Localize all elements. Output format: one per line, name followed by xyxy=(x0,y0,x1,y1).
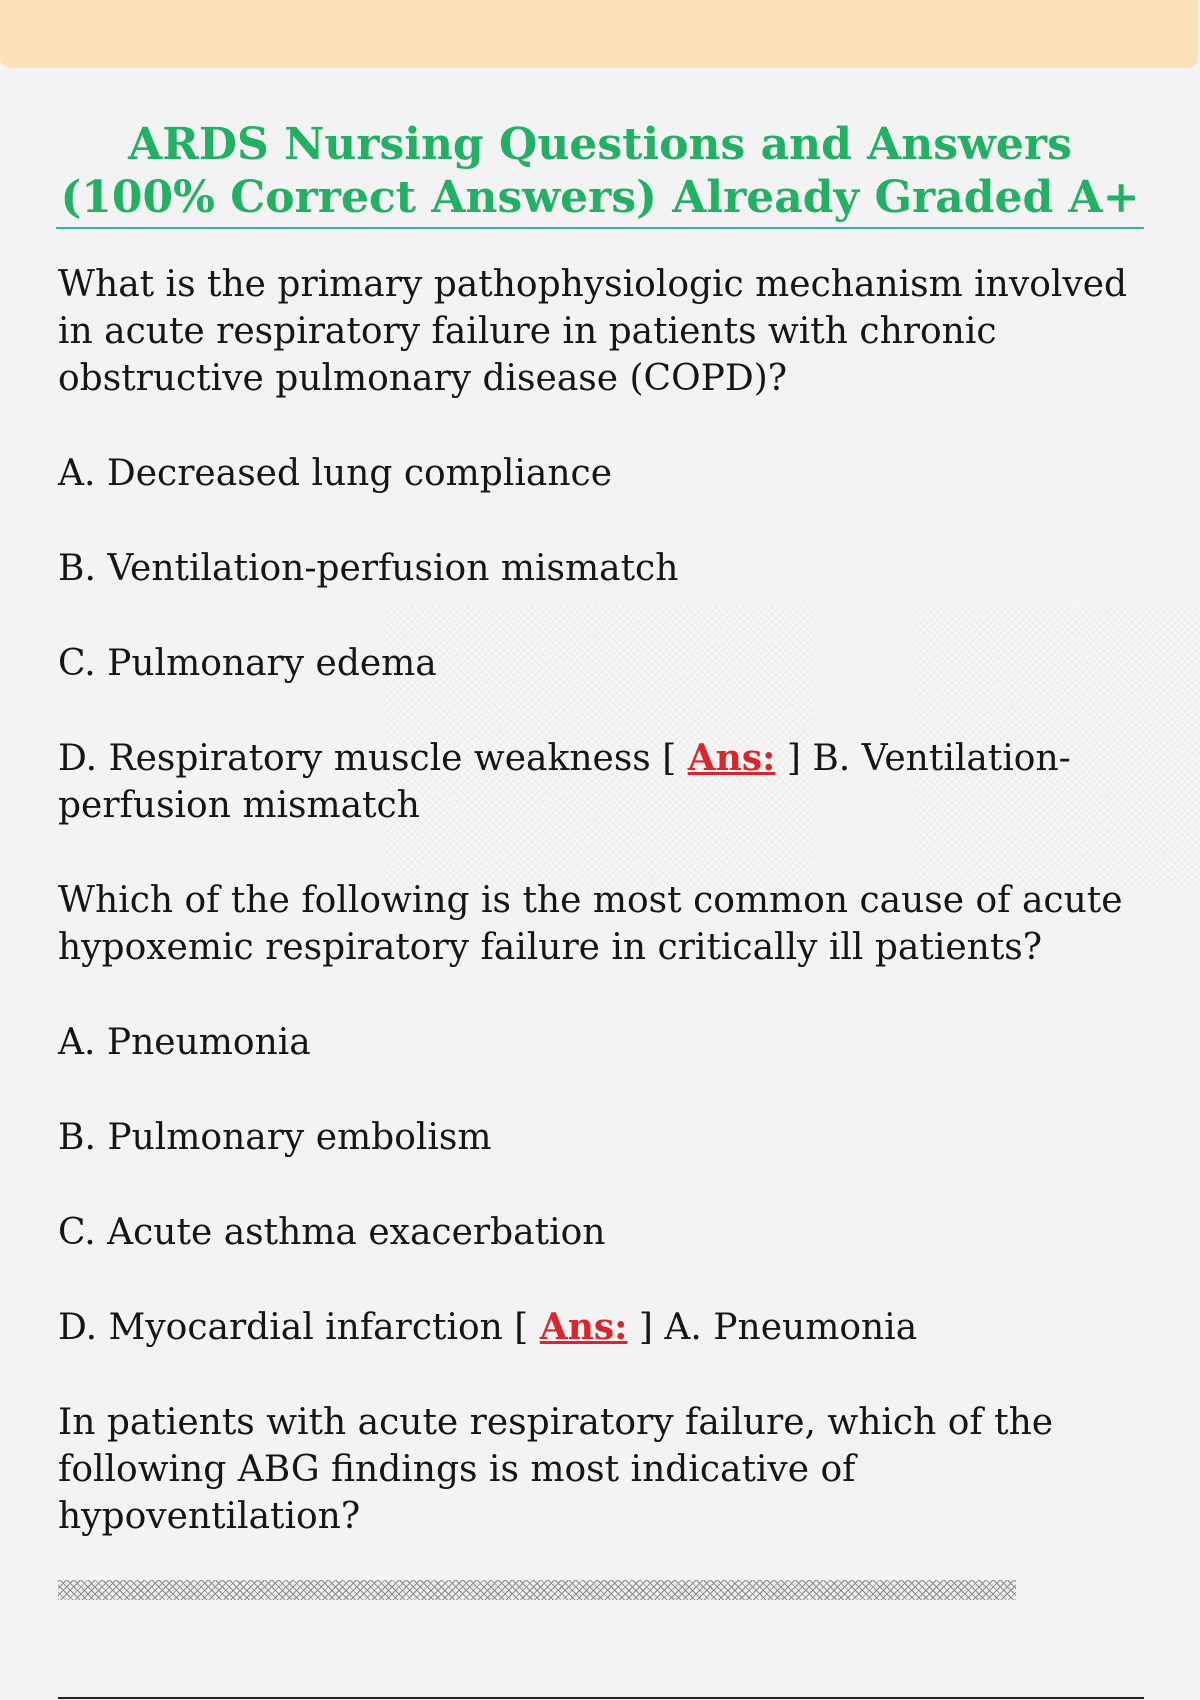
question-3-text: In patients with acute respiratory failure, which of the following ABG findings is most indicative of hypoventilation? xyxy=(58,1402,1054,1537)
question-2-option-a: A. Pneumonia xyxy=(58,1022,311,1063)
question-1-answer: B. Ventilation-perfusion mismatch xyxy=(58,738,1071,826)
question-2-option-d: D. Myocardial infarction xyxy=(58,1307,503,1348)
obscured-text-bar xyxy=(58,1580,1016,1600)
answer-label: Ans: xyxy=(539,1306,628,1348)
bottom-rule xyxy=(58,1697,1144,1699)
question-1-option-d-with-answer: D. Respiratory muscle weakness [ Ans: ] B. Ventilation-perfusion mismatch xyxy=(58,737,1071,826)
answer-label: Ans: xyxy=(687,737,776,779)
question-1-text: What is the primary pathophysiologic mechanism involved in acute respiratory failure in patients with chronic obstructive pulmonary disease (COPD)? xyxy=(58,264,1128,399)
question-2-option-b: B. Pulmonary embolism xyxy=(58,1117,492,1158)
question-2-text: Which of the following is the most common cause of acute hypoxemic respiratory failure in critically ill patients? xyxy=(58,880,1123,968)
question-1-option-c: C. Pulmonary edema xyxy=(58,643,437,684)
question-2-answer: A. Pneumonia xyxy=(664,1307,918,1348)
question-1-option-a: A. Decreased lung compliance xyxy=(58,453,612,494)
question-2-option-c: C. Acute asthma exacerbation xyxy=(58,1212,606,1253)
top-banner xyxy=(0,0,1198,68)
title-underline xyxy=(56,227,1144,229)
document-title: ARDS Nursing Questions and Answers (100% Correct Answers) Already Graded A+ xyxy=(60,119,1140,223)
question-list xyxy=(58,261,1158,1588)
question-1-option-d: D. Respiratory muscle weakness xyxy=(58,738,651,779)
question-2-option-d-with-answer: D. Myocardial infarction [ Ans: ] A. Pneumonia xyxy=(58,1306,918,1348)
question-1-option-b: B. Ventilation-perfusion mismatch xyxy=(58,548,679,589)
